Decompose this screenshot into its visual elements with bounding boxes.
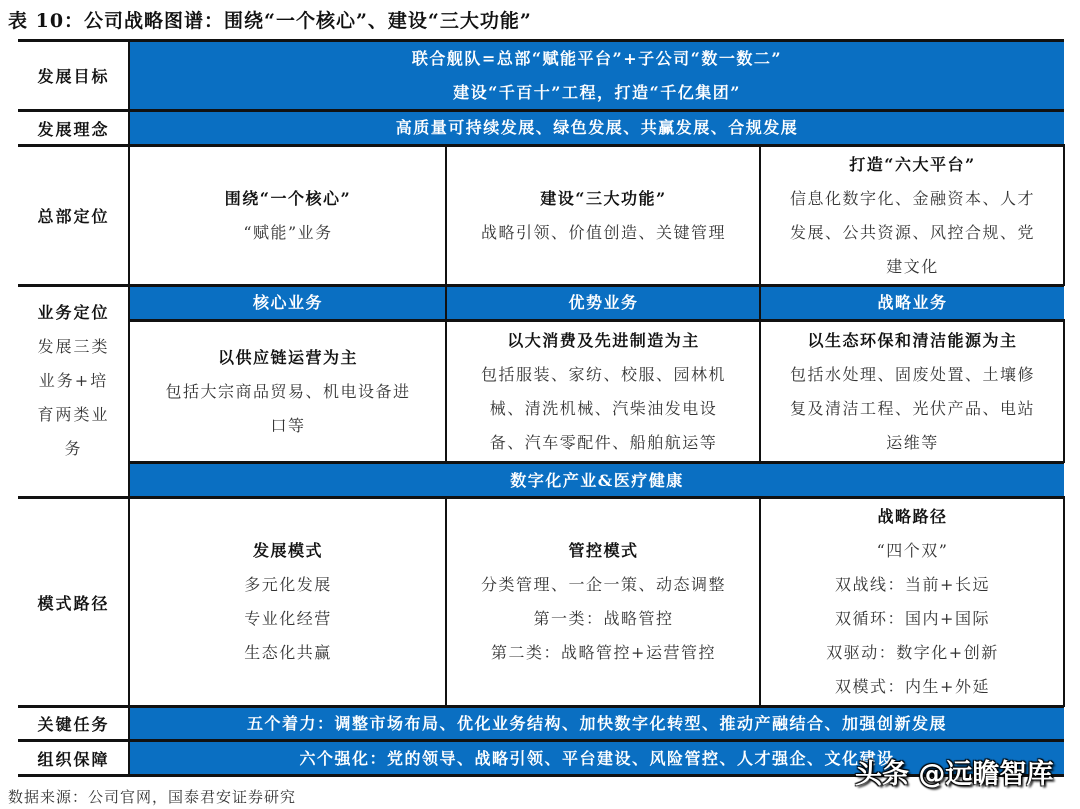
rule bbox=[1063, 144, 1065, 286]
header-text: 优势业务 bbox=[568, 293, 639, 312]
key-tasks-cell bbox=[130, 707, 1064, 740]
cell-line: 建文化 bbox=[886, 256, 939, 276]
rule bbox=[759, 284, 761, 464]
rule bbox=[129, 461, 1064, 464]
cell-line: 包括大宗商品贸易、机电设备进 bbox=[165, 382, 411, 401]
cell-line: 双战线：当前+长远 bbox=[835, 575, 990, 594]
label-text: 业务定位 bbox=[37, 303, 110, 322]
source-note: 数据来源：公司官网，国泰君安证券研究 bbox=[8, 788, 297, 806]
cell-line: 双循环：国内+国际 bbox=[835, 609, 990, 628]
cell-line: 双模式：内生+外延 bbox=[835, 677, 990, 696]
row-label-development-philosophy bbox=[18, 111, 129, 145]
cell-line: 备、汽车零配件、船舶航运等 bbox=[489, 433, 718, 452]
label-sub-line: 育两类业 bbox=[37, 405, 110, 424]
rule bbox=[18, 739, 1064, 742]
rule bbox=[445, 496, 447, 707]
label-text: 总部定位 bbox=[37, 207, 110, 226]
org-guarantee-text: 六个强化：党的领导、战略引领、平台建设、风险管控、人才强企、文化建设 bbox=[299, 748, 895, 768]
business-cell-advantage bbox=[447, 322, 760, 462]
label-text: 发展理念 bbox=[37, 119, 110, 139]
cell-head: 打造“六大平台” bbox=[849, 154, 976, 174]
cell-head: 以生态环保和清洁能源为主 bbox=[807, 331, 1018, 350]
rule bbox=[18, 109, 1064, 112]
cell-line: 生态化共赢 bbox=[244, 643, 332, 662]
cell-line: 分类管理、一企一策、动态调整 bbox=[480, 575, 726, 594]
cell-line: 专业化经营 bbox=[244, 609, 332, 628]
cell-head: 管控模式 bbox=[568, 541, 639, 560]
rule bbox=[128, 39, 130, 777]
cell-line: “四个双” bbox=[876, 541, 949, 560]
rule bbox=[445, 284, 447, 464]
cell-line: 运维等 bbox=[886, 433, 939, 452]
cultivate-business-bar bbox=[130, 464, 1064, 497]
label-text: 关键任务 bbox=[37, 715, 110, 734]
label-sub-line: 发展三类 bbox=[37, 337, 110, 356]
rule bbox=[1063, 496, 1065, 707]
business-cell-strategic bbox=[761, 322, 1064, 462]
hq-cell-platforms bbox=[761, 146, 1064, 285]
row-label-key-tasks bbox=[18, 707, 129, 740]
cell-head: 以供应链运营为主 bbox=[217, 348, 358, 367]
cell-line: 第一类：战略管控 bbox=[533, 609, 674, 628]
rule bbox=[18, 144, 1064, 147]
cell-line: 械、清洗机械、汽柴油发电设 bbox=[489, 399, 718, 418]
cell-head: 以大消费及先进制造为主 bbox=[507, 331, 700, 350]
philosophy-text: 高质量可持续发展、绿色发展、共赢发展、合规发展 bbox=[395, 118, 799, 137]
watermark: 头条 @远瞻智库 bbox=[855, 759, 1054, 790]
cell-line: 双驱动：数字化+创新 bbox=[826, 643, 999, 662]
label-sub-line: 业务+培 bbox=[38, 371, 109, 390]
header-advantage-business bbox=[447, 286, 760, 320]
goal-line-1: 联合舰队=总部“赋能平台”+子公司“数一数二” bbox=[411, 48, 783, 68]
cell-line: 第二类：战略管控+运营管控 bbox=[491, 643, 716, 662]
key-tasks-text: 五个着力：调整市场布局、优化业务结构、加快数字化转型、推动产融结合、加强创新发展 bbox=[246, 713, 947, 733]
header-text: 战略业务 bbox=[877, 293, 948, 312]
header-core-business bbox=[130, 286, 446, 320]
cell-line: 战略引领、价值创造、关键管理 bbox=[480, 222, 726, 242]
rule bbox=[759, 144, 761, 286]
cell-head: 建设“三大功能” bbox=[540, 188, 667, 208]
cell-line: 多元化发展 bbox=[244, 575, 332, 594]
label-sub-line: 务 bbox=[64, 439, 83, 458]
cell-line: 口等 bbox=[270, 416, 306, 435]
cell-line: 发展、公共资源、风控合规、党 bbox=[789, 222, 1035, 242]
rule bbox=[1063, 319, 1065, 463]
development-philosophy-cell bbox=[130, 111, 1064, 145]
goal-line-2: 建设“千百十”工程，打造“千亿集团” bbox=[453, 82, 741, 102]
rule bbox=[759, 496, 761, 707]
rule bbox=[129, 319, 1064, 322]
hq-cell-functions bbox=[447, 146, 760, 285]
cell-head: 围绕“一个核心” bbox=[224, 188, 352, 208]
row-label-organizational-guarantee bbox=[18, 742, 129, 775]
row-label-model-path bbox=[18, 498, 129, 706]
rule bbox=[18, 705, 1064, 708]
rule bbox=[18, 39, 1064, 42]
model-cell-development bbox=[130, 498, 446, 706]
label-text: 发展目标 bbox=[37, 67, 110, 86]
cell-head: 发展模式 bbox=[252, 541, 323, 560]
header-strategic-business bbox=[761, 286, 1064, 320]
header-text: 核心业务 bbox=[252, 293, 323, 312]
label-text: 组织保障 bbox=[37, 750, 110, 769]
row-label-hq-positioning bbox=[18, 146, 129, 285]
label-text: 模式路径 bbox=[37, 593, 110, 613]
cell-line: 包括水处理、固废处置、土壤修 bbox=[789, 365, 1035, 384]
cell-line: 信息化数字化、金融资本、人才 bbox=[789, 188, 1035, 208]
rule bbox=[445, 144, 447, 286]
cultivate-text: 数字化产业&医疗健康 bbox=[510, 470, 684, 490]
development-goal-cell bbox=[130, 41, 1064, 110]
hq-cell-core bbox=[130, 146, 446, 285]
row-label-development-goal bbox=[18, 41, 129, 110]
model-cell-strategic-path bbox=[761, 498, 1064, 706]
table-title: 表 10：公司战略图谱：围绕“一个核心”、建设“三大功能” bbox=[8, 10, 532, 32]
rule bbox=[18, 284, 1064, 287]
cell-head: 战略路径 bbox=[877, 507, 948, 526]
business-cell-core bbox=[130, 322, 446, 462]
cell-line: 包括服装、家纺、校服、园林机 bbox=[480, 365, 726, 384]
rule bbox=[18, 496, 1064, 499]
model-cell-control bbox=[447, 498, 760, 706]
cell-line: “赋能”业务 bbox=[243, 222, 333, 242]
row-label-business-positioning bbox=[18, 296, 129, 486]
cell-line: 复及清洁工程、光伏产品、电站 bbox=[789, 399, 1035, 418]
